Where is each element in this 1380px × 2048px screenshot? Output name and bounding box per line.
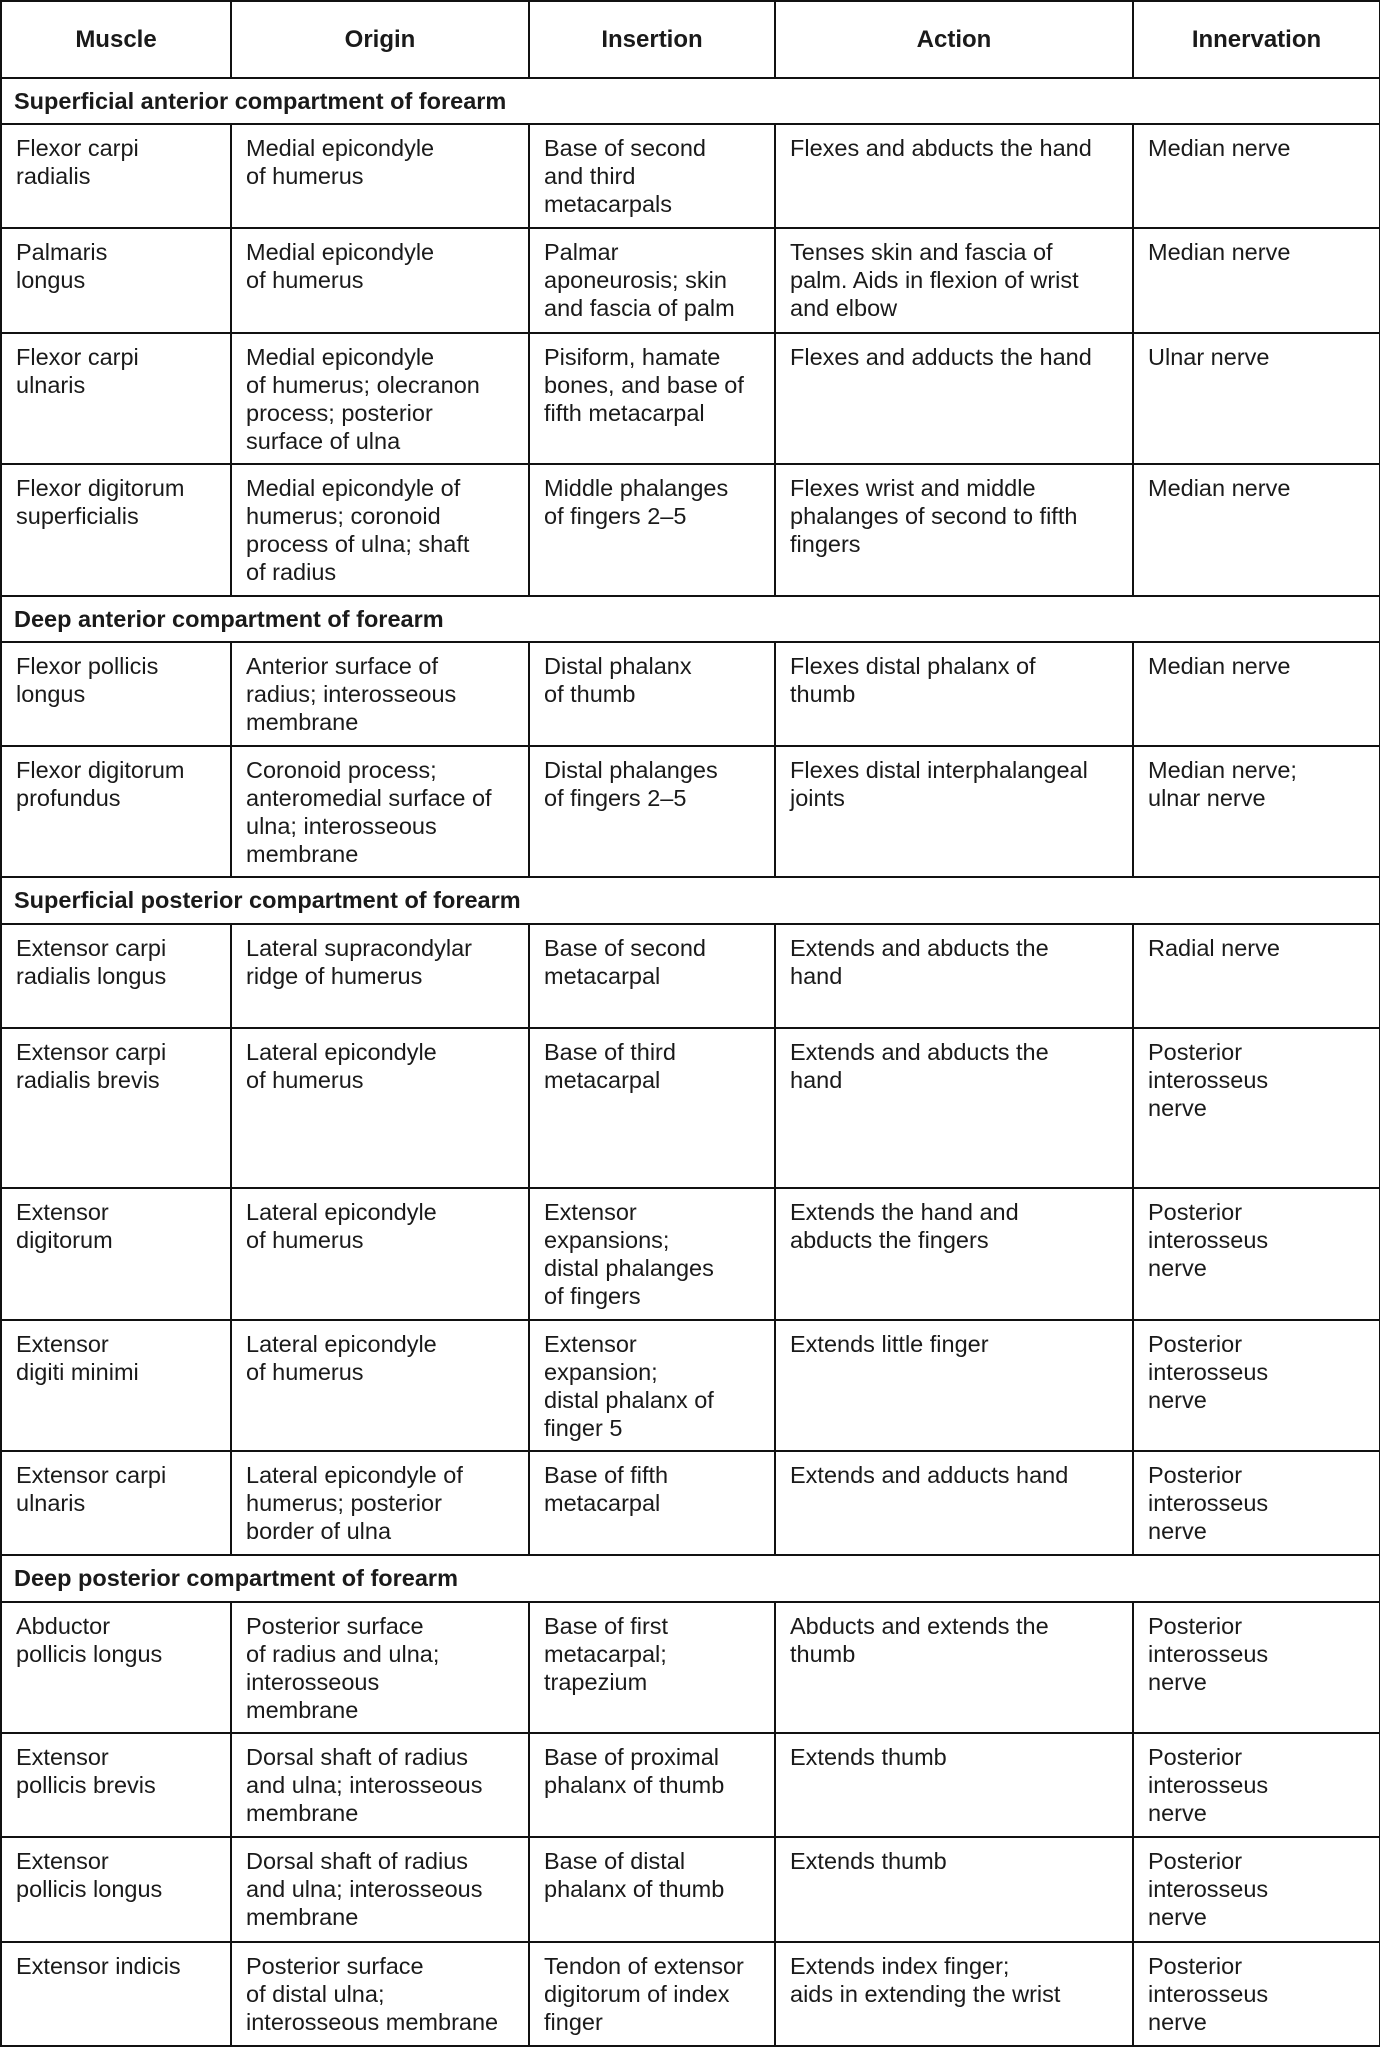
muscle-cell: Flexor digitorum profundus: [1, 746, 231, 877]
origin-cell: Medial epicondyle of humerus: [231, 228, 529, 332]
table-row: [1, 1320, 1380, 1451]
header-row: [1, 1, 1380, 78]
muscle-cell: Flexor carpi radialis: [1, 124, 231, 228]
table-row: [1, 1188, 1380, 1319]
table-body: [1, 78, 1380, 2046]
muscle-cell: Extensor pollicis longus: [1, 1837, 231, 1941]
insertion-cell: Extensor expansion; distal phalanx of finger 5: [529, 1320, 775, 1451]
table-row: [1, 464, 1380, 595]
insertion-cell: Base of fifth metacarpal: [529, 1451, 775, 1555]
innervation-cell: Ulnar nerve: [1133, 333, 1380, 464]
action-cell: Extends thumb: [775, 1733, 1133, 1837]
muscle-cell: Flexor digitorum superficialis: [1, 464, 231, 595]
muscle-cell: Extensor pollicis brevis: [1, 1733, 231, 1837]
innervation-cell: Median nerve; ulnar nerve: [1133, 746, 1380, 877]
action-cell: Flexes and adducts the hand: [775, 333, 1133, 464]
origin-cell: Lateral epicondyle of humerus; posterior border of ulna: [231, 1451, 529, 1555]
action-cell: Extends thumb: [775, 1837, 1133, 1941]
innervation-cell: Posterior interosseus nerve: [1133, 1942, 1380, 2046]
origin-cell: Coronoid process; anteromedial surface of ulna; interosseous membrane: [231, 746, 529, 877]
table-row: [1, 1837, 1380, 1941]
origin-cell: Lateral epicondyle of humerus: [231, 1028, 529, 1188]
innervation-cell: Median nerve: [1133, 228, 1380, 332]
action-cell: Extends little finger: [775, 1320, 1133, 1451]
section-row: [1, 596, 1380, 642]
innervation-cell: Posterior interosseus nerve: [1133, 1837, 1380, 1941]
table-row: [1, 1028, 1380, 1188]
innervation-cell: Posterior interosseus nerve: [1133, 1188, 1380, 1319]
header-origin: Origin: [231, 1, 529, 78]
muscle-cell: Extensor indicis: [1, 1942, 231, 2046]
origin-cell: Medial epicondyle of humerus: [231, 124, 529, 228]
header-insertion: Insertion: [529, 1, 775, 78]
table-row: [1, 1451, 1380, 1555]
innervation-cell: Radial nerve: [1133, 924, 1380, 1028]
innervation-cell: Posterior interosseus nerve: [1133, 1320, 1380, 1451]
muscle-cell: Flexor pollicis longus: [1, 642, 231, 746]
muscle-cell: Flexor carpi ulnaris: [1, 333, 231, 464]
section-title: Deep anterior compartment of forearm: [1, 596, 1380, 642]
action-cell: Flexes distal interphalangeal joints: [775, 746, 1133, 877]
table-row: [1, 642, 1380, 746]
table-row: [1, 1942, 1380, 2046]
header-action: Action: [775, 1, 1133, 78]
muscle-cell: Extensor carpi radialis longus: [1, 924, 231, 1028]
action-cell: Flexes distal phalanx of thumb: [775, 642, 1133, 746]
insertion-cell: Base of proximal phalanx of thumb: [529, 1733, 775, 1837]
header-innervation: Innervation: [1133, 1, 1380, 78]
section-title: Superficial posterior compartment of forearm: [1, 877, 1380, 923]
action-cell: Extends the hand and abducts the fingers: [775, 1188, 1133, 1319]
insertion-cell: Distal phalanges of fingers 2–5: [529, 746, 775, 877]
origin-cell: Anterior surface of radius; interosseous membrane: [231, 642, 529, 746]
muscle-cell: Extensor carpi ulnaris: [1, 1451, 231, 1555]
insertion-cell: Middle phalanges of fingers 2–5: [529, 464, 775, 595]
table-row: [1, 228, 1380, 332]
table-row: [1, 1733, 1380, 1837]
table-row: [1, 746, 1380, 877]
table-row: [1, 924, 1380, 1028]
section-row: [1, 1555, 1380, 1601]
innervation-cell: Median nerve: [1133, 464, 1380, 595]
section-row: [1, 877, 1380, 923]
origin-cell: Lateral epicondyle of humerus: [231, 1188, 529, 1319]
action-cell: Extends and abducts the hand: [775, 924, 1133, 1028]
action-cell: Tenses skin and fascia of palm. Aids in flexion of wrist and elbow: [775, 228, 1133, 332]
innervation-cell: Median nerve: [1133, 642, 1380, 746]
innervation-cell: Posterior interosseus nerve: [1133, 1733, 1380, 1837]
action-cell: Flexes wrist and middle phalanges of second to fifth fingers: [775, 464, 1133, 595]
innervation-cell: Posterior interosseus nerve: [1133, 1602, 1380, 1733]
insertion-cell: Base of first metacarpal; trapezium: [529, 1602, 775, 1733]
section-row: [1, 78, 1380, 124]
origin-cell: Posterior surface of distal ulna; interosseous membrane: [231, 1942, 529, 2046]
muscle-cell: Extensor digiti minimi: [1, 1320, 231, 1451]
action-cell: Abducts and extends the thumb: [775, 1602, 1133, 1733]
section-title: Deep posterior compartment of forearm: [1, 1555, 1380, 1601]
insertion-cell: Pisiform, hamate bones, and base of fifth metacarpal: [529, 333, 775, 464]
muscle-cell: Extensor carpi radialis brevis: [1, 1028, 231, 1188]
insertion-cell: Base of distal phalanx of thumb: [529, 1837, 775, 1941]
innervation-cell: Posterior interosseus nerve: [1133, 1451, 1380, 1555]
innervation-cell: Median nerve: [1133, 124, 1380, 228]
action-cell: Extends index finger; aids in extending the wrist: [775, 1942, 1133, 2046]
insertion-cell: Tendon of extensor digitorum of index finger: [529, 1942, 775, 2046]
table-row: [1, 333, 1380, 464]
muscle-cell: Extensor digitorum: [1, 1188, 231, 1319]
table-row: [1, 124, 1380, 228]
innervation-cell: Posterior interosseus nerve: [1133, 1028, 1380, 1188]
insertion-cell: Base of second and third metacarpals: [529, 124, 775, 228]
action-cell: Extends and abducts the hand: [775, 1028, 1133, 1188]
insertion-cell: Distal phalanx of thumb: [529, 642, 775, 746]
muscle-cell: Palmaris longus: [1, 228, 231, 332]
origin-cell: Medial epicondyle of humerus; coronoid process of ulna; shaft of radius: [231, 464, 529, 595]
action-cell: Extends and adducts hand: [775, 1451, 1133, 1555]
origin-cell: Medial epicondyle of humerus; olecranon process; posterior surface of ulna: [231, 333, 529, 464]
insertion-cell: Base of third metacarpal: [529, 1028, 775, 1188]
origin-cell: Dorsal shaft of radius and ulna; interosseous membrane: [231, 1837, 529, 1941]
action-cell: Flexes and abducts the hand: [775, 124, 1133, 228]
origin-cell: Lateral epicondyle of humerus: [231, 1320, 529, 1451]
header-muscle: Muscle: [1, 1, 231, 78]
origin-cell: Posterior surface of radius and ulna; interosseous membrane: [231, 1602, 529, 1733]
insertion-cell: Extensor expansions; distal phalanges of fingers: [529, 1188, 775, 1319]
section-title: Superficial anterior compartment of forearm: [1, 78, 1380, 124]
insertion-cell: Base of second metacarpal: [529, 924, 775, 1028]
table-row: [1, 1602, 1380, 1733]
insertion-cell: Palmar aponeurosis; skin and fascia of palm: [529, 228, 775, 332]
muscle-cell: Abductor pollicis longus: [1, 1602, 231, 1733]
origin-cell: Dorsal shaft of radius and ulna; interosseous membrane: [231, 1733, 529, 1837]
origin-cell: Lateral supracondylar ridge of humerus: [231, 924, 529, 1028]
